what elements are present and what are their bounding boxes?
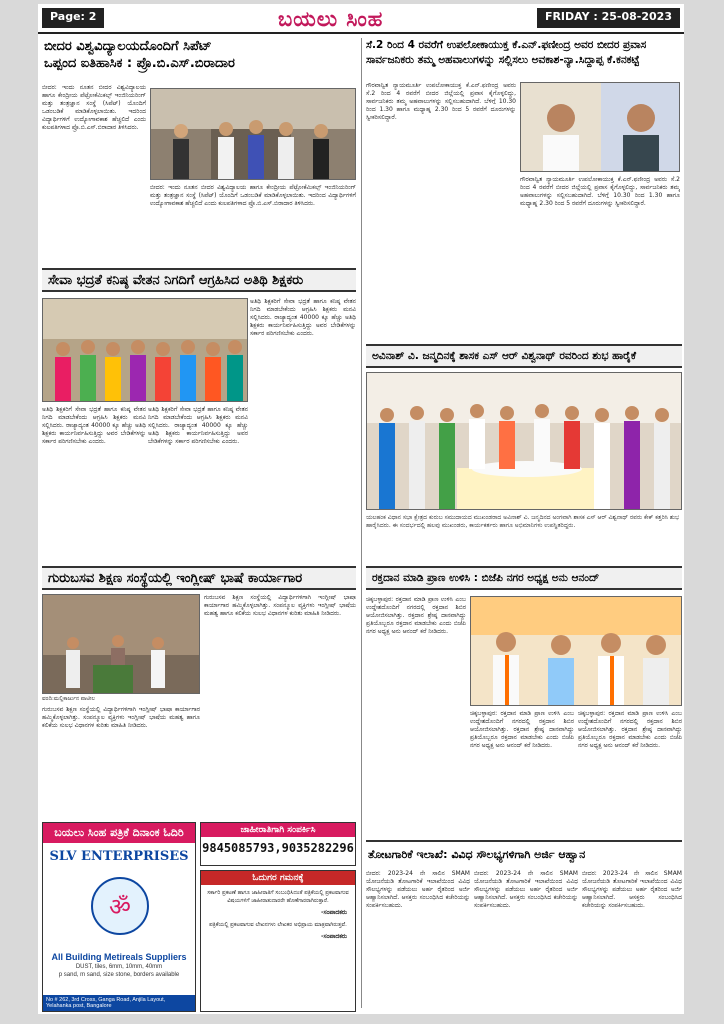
article-3-photo [42, 594, 200, 694]
article-2-body-mid-text: ಅತಿಥಿ ಶಿಕ್ಷಕರಿಗೆ ಸೇವಾ ಭದ್ರತೆ ಹಾಗೂ ಕನಿಷ್ಠ ವೇತನ ನಿಗದಿ ಮಾಡಬೇಕೆಂದು ಆಗ್ರಹಿಸಿ ಶಿಕ್ಷಕರು ಮನವಿ ಸಲ್ಲಿಸಿದರು. ರಾಜ್ಯಾದ್ಯಂತ 40000 ಕ್ಕೂ ಹೆಚ್ಚು ಅತಿಥಿ ಶಿಕ್ಷಕರು ಕಾರ್ಯನಿರ್ವಹಿಸುತ್ತಿದ್ದು ಅವರ ಬೇಡಿಕೆಗಳನ್ನು ಸರ್ಕಾರ ಪರಿಗಣಿಸಬೇಕು ಎಂದರು. [148, 406, 248, 445]
readers-notice-box [200, 870, 356, 1012]
article-1-body [42, 84, 146, 264]
article-3-body-left-text: ಗುರುಬಸವ ಶಿಕ್ಷಣ ಸಂಸ್ಥೆಯಲ್ಲಿ ವಿದ್ಯಾರ್ಥಿಗಳಿಗಾಗಿ ಇಂಗ್ಲೀಷ್ ಭಾಷಾ ಕಾರ್ಯಾಗಾರ ಹಮ್ಮಿಕೊಳ್ಳಲಾಗಿತ್ತು. ಸಂಪನ್ಮೂಲ ವ್ಯಕ್ತಿಗಳು ಇಂಗ್ಲೀಷ್ ಭಾಷೆಯ ಮಹತ್ವ ಹಾಗೂ ಕಲಿಕೆಯ ಸುಲಭ ವಿಧಾನಗಳ ಕುರಿತು ಮಾಹಿತಿ ನೀಡಿದರು. [42, 706, 200, 729]
svg-text:ॐ: ॐ [109, 893, 131, 921]
readers-notice-header: ಓದುಗರ ಗಮನಕ್ಕೆ [201, 871, 355, 885]
article-6-body-right-text: ಚಿಕ್ಕಬಳ್ಳಾಪುರ: ರಕ್ತದಾನ ಮಾಡಿ ಪ್ರಾಣ ಉಳಿಸಿ ಎಂಬ ಉದ್ದೇಶದೊಂದಿಗೆ ನಗರದಲ್ಲಿ ರಕ್ತದಾನ ಶಿಬಿರ ಆಯೋಜಿಸಲಾಗಿತ್ತು. ರಕ್ತದಾನ ಶ್ರೇಷ್ಠ ದಾನವಾಗಿದ್ದು ಪ್ರತಿಯೊಬ್ಬರೂ ರಕ್ತದಾನ ಮಾಡಬೇಕು ಎಂದು ಬಿಜೆಪಿ ನಗರ ಅಧ್ಯಕ್ಷ ಅನು ಆನಂದ್ ಕರೆ ನೀಡಿದರು. [578, 710, 682, 749]
readers-notice-sign-2: -ಸಂಪಾದಕರು [321, 933, 347, 940]
advert-contact-header: ಜಾಹೀರಾತಿಗಾಗಿ ಸಂಪರ್ಕಿಸಿ [201, 823, 355, 837]
advert-contact-phones: 9845085793,9035282296 [202, 841, 354, 855]
article-4-portraits [520, 82, 680, 172]
newspaper-title: ಬಯಲು ಸಿಂಹ [278, 6, 384, 31]
article-3-body-left [42, 706, 200, 814]
advert-contact-box [200, 822, 356, 866]
article-6-body-mid-text: ಚಿಕ್ಕಬಳ್ಳಾಪುರ: ರಕ್ತದಾನ ಮಾಡಿ ಪ್ರಾಣ ಉಳಿಸಿ ಎಂಬ ಉದ್ದೇಶದೊಂದಿಗೆ ನಗರದಲ್ಲಿ ರಕ್ತದಾನ ಶಿಬಿರ ಆಯೋಜಿಸಲಾಗಿತ್ತು. ರಕ್ತದಾನ ಶ್ರೇಷ್ಠ ದಾನವಾಗಿದ್ದು ಪ್ರತಿಯೊಬ್ಬರೂ ರಕ್ತದಾನ ಮಾಡಬೇಕು ಎಂದು ಬಿಜೆಪಿ ನಗರ ಅಧ್ಯಕ್ಷ ಅನು ಆನಂದ್ ಕರೆ ನೀಡಿದರು. [470, 710, 574, 749]
enterprise-ad-footer: No # 262, 3rd Cross, Ganga Road, Anjila Layout, Yelahanka post, Bangalore [43, 995, 195, 1011]
article-6-body-right [578, 710, 682, 834]
article-4-body-right [520, 176, 680, 338]
article-6-body-left [366, 596, 466, 834]
enterprise-ad-title: SLV ENTERPRISES [49, 849, 189, 864]
article-1-headline-line1: ಬೀದರ ವಿಶ್ವವಿದ್ಯಾಲಯದೊಂದಿಗೆ ಸಿಪೆಟ್ [44, 39, 212, 54]
article-7-body-left [366, 870, 470, 1010]
article-3-body-right-text: ಗುರುಬಸವ ಶಿಕ್ಷಣ ಸಂಸ್ಥೆಯಲ್ಲಿ ವಿದ್ಯಾರ್ಥಿಗಳಿಗಾಗಿ ಇಂಗ್ಲೀಷ್ ಭಾಷಾ ಕಾರ್ಯಾಗಾರ ಹಮ್ಮಿಕೊಳ್ಳಲಾಗಿತ್ತು. ಸಂಪನ್ಮೂಲ ವ್ಯಕ್ತಿಗಳು ಇಂಗ್ಲೀಷ್ ಭಾಷೆಯ ಮಹತ್ವ ಹಾಗೂ ಕಲಿಕೆಯ ಸುಲಭ ವಿಧಾನಗಳ ಕುರಿತು ಮಾಹಿತಿ ನೀಡಿದರು. [204, 594, 356, 617]
article-5-caption: ಯಲಹಂಕ ವಿಧಾನ ಸಭಾ ಕ್ಷೇತ್ರದ ಕುರುಬ ಸಮುದಾಯದ ಮುಖಂಡರಾದ ಅವಿನಾಶ್ ವಿ. ಜನ್ಮದಿನದ ಅಂಗವಾಗಿ ಶಾಸಕ ಎಸ್ ಆರ್ ವಿಶ್ವನಾಥ್ ರವರು ಕೇಕ್ ಕತ್ತರಿಸಿ ಶುಭ ಹಾರೈಸಿದರು. ಈ ಸಂದರ್ಭದಲ್ಲಿ ಹಲವು ಮುಖಂಡರು, ಕಾರ್ಯಕರ್ತರು ಹಾಗೂ ಅಭಿಮಾನಿಗಳು ಉಪಸ್ಥಿತರಿದ್ದರು. [366, 514, 680, 529]
article-4-body-left [366, 82, 516, 338]
page-label: Page: 2 [42, 8, 104, 28]
article-5-photo [366, 372, 682, 510]
article-3-body-right [204, 594, 356, 814]
article-2-photo [42, 298, 248, 402]
article-2-body-left [42, 406, 146, 558]
article-1-photo [150, 88, 356, 180]
article-4-body-right-text: ಗೌರವಾನ್ವಿತ ನ್ಯಾಯಮೂರ್ತಿ ಉಪಲೋಕಾಯುಕ್ತ ಕೆ.ಎನ್.ಫಣೀಂದ್ರ ಅವರು ಸೆ.2 ರಿಂದ 4 ರವರೆಗೆ ಬೀದರ ಜಿಲ್ಲೆಯಲ್ಲಿ ಪ್ರವಾಸ ಕೈಗೊಳ್ಳಲಿದ್ದು, ಸಾರ್ವಜನಿಕರು ತಮ್ಮ ಅಹವಾಲುಗಳನ್ನು ಸಲ್ಲಿಸಬಹುದಾಗಿದೆ. ಬೆಳಿಗ್ಗೆ 10.30 ರಿಂದ 1.30 ಹಾಗೂ ಮಧ್ಯಾಹ್ನ 2.30 ರಿಂದ 5 ರವರೆಗೆ ದೂರುಗಳನ್ನು ಸ್ವೀಕರಿಸಲಿದ್ದಾರೆ. [520, 176, 680, 207]
article-6-body-mid [470, 710, 574, 834]
column-divider [361, 38, 362, 1008]
om-emblem-icon [65, 871, 175, 941]
article-7-rule [366, 840, 682, 842]
article-2-body-right-text: ಅತಿಥಿ ಶಿಕ್ಷಕರಿಗೆ ಸೇವಾ ಭದ್ರತೆ ಹಾಗೂ ಕನಿಷ್ಠ ವೇತನ ನಿಗದಿ ಮಾಡಬೇಕೆಂದು ಆಗ್ರಹಿಸಿ ಶಿಕ್ಷಕರು ಮನವಿ ಸಲ್ಲಿಸಿದರು. ರಾಜ್ಯಾದ್ಯಂತ 40000 ಕ್ಕೂ ಹೆಚ್ಚು ಅತಿಥಿ ಶಿಕ್ಷಕರು ಕಾರ್ಯನಿರ್ವಹಿಸುತ್ತಿದ್ದು ಅವರ ಬೇಡಿಕೆಗಳನ್ನು ಸರ್ಕಾರ ಪರಿಗಣಿಸಬೇಕು ಎಂದರು. [250, 298, 356, 337]
readers-notice-text-2: ಪತ್ರಿಕೆಯಲ್ಲಿ ಪ್ರಕಟವಾಗುವ ಲೇಖನಗಳು ಲೇಖಕರ ಅಭಿಪ್ರಾಯ ಮಾತ್ರವಾಗಿರುತ್ತವೆ. [209, 922, 347, 928]
article-3-headline: ಗುರುಬಸವ ಶಿಕ್ಷಣ ಸಂಸ್ಥೆಯಲ್ಲಿ ಇಂಗ್ಲೀಷ್ ಭಾಷೆ ಕಾರ್ಯಾಗಾರ [42, 566, 356, 590]
article-7-body-mid-text: ಬೀದರ: 2023-24 ನೇ ಸಾಲಿನ SMAM ಯೋಜನೆಯಡಿ ತೋಟಗಾರಿಕೆ ಇಲಾಖೆಯಿಂದ ವಿವಿಧ ಸೌಲಭ್ಯಗಳನ್ನು ಪಡೆಯಲು ಅರ್ಹ ರೈತರಿಂದ ಅರ್ಜಿ ಆಹ್ವಾನಿಸಲಾಗಿದೆ. ಆಸಕ್ತರು ಸಂಬಂಧಿಸಿದ ಕಚೇರಿಯನ್ನು ಸಂಪರ್ಕಿಸಬಹುದು. [474, 870, 578, 909]
enterprise-ad [42, 822, 196, 1012]
article-7-body-mid [474, 870, 578, 1010]
issue-date: FRIDAY : 25-08-2023 [537, 8, 680, 28]
article-4-headline-line2: ಸಾರ್ವಜನಿಕರು ತಮ್ಮ ಅಹವಾಲುಗಳನ್ನು ಸಲ್ಲಿಸಲು ಅವಕಾಶ-ನ್ಯಾ.ಸಿದ್ದಾಪ್ಪ ಕೆ.ಕನಕಟ್ಟೆ [366, 54, 640, 66]
article-1-headline-line2: ಒಪ್ಪಂದ ಐತಿಹಾಸಿಕ : ಪ್ರೊ.ಬಿ.ಎಸ್.ಬಿರಾದಾರ [44, 56, 235, 71]
article-7-body-right [582, 870, 682, 1010]
article-7-body-right-text: ಬೀದರ: 2023-24 ನೇ ಸಾಲಿನ SMAM ಯೋಜನೆಯಡಿ ತೋಟಗಾರಿಕೆ ಇಲಾಖೆಯಿಂದ ವಿವಿಧ ಸೌಲಭ್ಯಗಳನ್ನು ಪಡೆಯಲು ಅರ್ಹ ರೈತರಿಂದ ಅರ್ಜಿ ಆಹ್ವಾನಿಸಲಾಗಿದೆ. ಆಸಕ್ತರು ಸಂಬಂಧಿಸಿದ ಕಚೇರಿಯನ್ನು ಸಂಪರ್ಕಿಸಬಹುದು. [582, 870, 682, 909]
article-6-photo [470, 596, 682, 706]
article-1-headline [44, 38, 356, 78]
article-2-body-mid [148, 406, 248, 558]
article-1-continued-text: ಬೀದರ: ಇಂದು ನೂತನ ಬೀದರ ವಿಶ್ವವಿದ್ಯಾಲಯ ಹಾಗೂ ಕೇಂದ್ರೀಯ ಪೆಟ್ರೋಕೆಮಿಕಲ್ಸ್ ಇಂಜಿನಿಯರಿಂಗ್ ಮತ್ತು ತಂತ್ರಜ್ಞಾನ ಸಂಸ್ಥೆ (ಸಿಪೆಟ್) ಯೊಂದಿಗೆ ಒಡಂಬಡಿಕೆ ಮಾಡಿಕೊಳ್ಳಲಾಯಿತು. ಇದರಿಂದ ವಿದ್ಯಾರ್ಥಿಗಳಿಗೆ ಉದ್ಯೋಗಾವಕಾಶ ಹೆಚ್ಚಲಿದೆ ಎಂದು ಕುಲಪತಿಗಳಾದ ಪ್ರೊ.ಬಿ.ಎಸ್.ಬಿರಾದಾರ ತಿಳಿಸಿದರು. [150, 184, 356, 207]
enterprise-ad-details: DUST, tiles, 6mm, 10mm, 40mm [75, 964, 163, 970]
article-6-body-left-text: ಚಿಕ್ಕಬಳ್ಳಾಪುರ: ರಕ್ತದಾನ ಮಾಡಿ ಪ್ರಾಣ ಉಳಿಸಿ ಎಂಬ ಉದ್ದೇಶದೊಂದಿಗೆ ನಗರದಲ್ಲಿ ರಕ್ತದಾನ ಶಿಬಿರ ಆಯೋಜಿಸಲಾಗಿತ್ತು. ರಕ್ತದಾನ ಶ್ರೇಷ್ಠ ದಾನವಾಗಿದ್ದು ಪ್ರತಿಯೊಬ್ಬರೂ ರಕ್ತದಾನ ಮಾಡಬೇಕು ಎಂದು ಬಿಜೆಪಿ ನಗರ ಅಧ್ಯಕ್ಷ ಅನು ಆನಂದ್ ಕರೆ ನೀಡಿದರು. [366, 596, 466, 635]
article-4-body-left-text: ಗೌರವಾನ್ವಿತ ನ್ಯಾಯಮೂರ್ತಿ ಉಪಲೋಕಾಯುಕ್ತ ಕೆ.ಎನ್.ಫಣೀಂದ್ರ ಅವರು ಸೆ.2 ರಿಂದ 4 ರವರೆಗೆ ಬೀದರ ಜಿಲ್ಲೆಯಲ್ಲಿ ಪ್ರವಾಸ ಕೈಗೊಳ್ಳಲಿದ್ದು, ಸಾರ್ವಜನಿಕರು ತಮ್ಮ ಅಹವಾಲುಗಳನ್ನು ಸಲ್ಲಿಸಬಹುದಾಗಿದೆ. ಬೆಳಿಗ್ಗೆ 10.30 ರಿಂದ 1.30 ಹಾಗೂ ಮಧ್ಯಾಹ್ನ 2.30 ರಿಂದ 5 ರವರೆಗೆ ದೂರುಗಳನ್ನು ಸ್ವೀಕರಿಸಲಿದ್ದಾರೆ. [366, 82, 516, 121]
article-7-headline: ತೋಟಗಾರಿಕೆ ಇಲಾಖೆ: ವಿವಿಧ ಸೌಲಭ್ಯಗಳಿಗಾಗಿ ಅರ್ಜಿ ಆಹ್ವಾನ [368, 848, 586, 861]
enterprise-ad-details-2: p sand, m sand, size stone, borders available [58, 972, 180, 978]
article-7-body-left-text: ಬೀದರ: 2023-24 ನೇ ಸಾಲಿನ SMAM ಯೋಜನೆಯಡಿ ತೋಟಗಾರಿಕೆ ಇಲಾಖೆಯಿಂದ ವಿವಿಧ ಸೌಲಭ್ಯಗಳನ್ನು ಪಡೆಯಲು ಅರ್ಹ ರೈತರಿಂದ ಅರ್ಜಿ ಆಹ್ವಾನಿಸಲಾಗಿದೆ. ಆಸಕ್ತರು ಸಂಬಂಧಿಸಿದ ಕಚೇರಿಯನ್ನು ಸಂಪರ್ಕಿಸಬಹುದು. [366, 870, 470, 909]
newspaper-page [38, 4, 684, 1014]
enterprise-ad-subtitle: All Building Metireals Suppliers [51, 952, 187, 962]
readers-notice-sign: -ಸಂಪಾದಕರು [321, 909, 347, 916]
enterprise-ad-header: ಬಯಲು ಸಿಂಹ ಪತ್ರಿಕೆ ದಿನಾಂಕ ಓದಿರಿ [43, 823, 195, 843]
article-4-headline-line1: ಸೆ.2 ರಿಂದ 4 ರವರೆಗೆ ಉಪಲೋಕಾಯುಕ್ತ ಕೆ.ಎನ್.ಫಣೀಂದ್ರ ಅವರ ಬೀದರ ಪ್ರವಾಸ [366, 39, 647, 51]
article-2-headline: ಸೇವಾ ಭದ್ರತೆ ಕನಿಷ್ಠ ವೇತನ ನಿಗದಿಗೆ ಆಗ್ರಹಿಸಿದ ಅತಿಥಿ ಶಿಕ್ಷಕರು [42, 268, 356, 292]
article-3-caption: ವರದಿ:ಮಲ್ಲಿಕಾರ್ಜುನ ಪಾಟೀಲ [42, 696, 95, 702]
article-5-headline: ಅವಿನಾಶ್ ವಿ. ಜನ್ಮದಿನಕ್ಕೆ ಶಾಸಕ ಎಸ್ ಆರ್ ವಿಶ್ವನಾಥ್ ರವರಿಂದ ಶುಭ ಹಾರೈಕೆ [366, 344, 682, 368]
article-4-headline [366, 38, 682, 78]
masthead [38, 4, 684, 34]
article-2-body-right [250, 298, 356, 558]
article-2-body-left-text: ಅತಿಥಿ ಶಿಕ್ಷಕರಿಗೆ ಸೇವಾ ಭದ್ರತೆ ಹಾಗೂ ಕನಿಷ್ಠ ವೇತನ ನಿಗದಿ ಮಾಡಬೇಕೆಂದು ಆಗ್ರಹಿಸಿ ಶಿಕ್ಷಕರು ಮನವಿ ಸಲ್ಲಿಸಿದರು. ರಾಜ್ಯಾದ್ಯಂತ 40000 ಕ್ಕೂ ಹೆಚ್ಚು ಅತಿಥಿ ಶಿಕ್ಷಕರು ಕಾರ್ಯನಿರ್ವಹಿಸುತ್ತಿದ್ದು ಅವರ ಬೇಡಿಕೆಗಳನ್ನು ಸರ್ಕಾರ ಪರಿಗಣಿಸಬೇಕು ಎಂದರು. [42, 406, 146, 445]
readers-notice-text: ಸರ್ಕಾರಿ ಪ್ರಕಟಣೆ ಹಾಗೂ ಜಾಹೀರಾತಿಗೆ ಸಂಬಂಧಿಸಿದಂತೆ ಪತ್ರಿಕೆಯಲ್ಲಿ ಪ್ರಕಟವಾಗುವ ವಿಷಯಗಳಿಗೆ ಜಾಹೀರಾತುದಾರರೇ ಹೊಣೆಗಾರರಾಗಿರುತ್ತಾರೆ. [207, 890, 349, 904]
article-6-headline: ರಕ್ತದಾನ ಮಾಡಿ ಪ್ರಾಣ ಉಳಿಸಿ : ಬಿಜೆಪಿ ನಗರ ಅಧ್ಯಕ್ಷ ಅನು ಆನಂದ್ [366, 566, 682, 590]
article-1-continued [150, 184, 356, 264]
article-1-body-text: ಬೀದರ: ಇಂದು ನೂತನ ಬೀದರ ವಿಶ್ವವಿದ್ಯಾಲಯ ಹಾಗೂ ಕೇಂದ್ರೀಯ ಪೆಟ್ರೋಕೆಮಿಕಲ್ಸ್ ಇಂಜಿನಿಯರಿಂಗ್ ಮತ್ತು ತಂತ್ರಜ್ಞಾನ ಸಂಸ್ಥೆ (ಸಿಪೆಟ್) ಯೊಂದಿಗೆ ಒಡಂಬಡಿಕೆ ಮಾಡಿಕೊಳ್ಳಲಾಯಿತು. ಇದರಿಂದ ವಿದ್ಯಾರ್ಥಿಗಳಿಗೆ ಉದ್ಯೋಗಾವಕಾಶ ಹೆಚ್ಚಲಿದೆ ಎಂದು ಕುಲಪತಿಗಳಾದ ಪ್ರೊ.ಬಿ.ಎಸ್.ಬಿರಾದಾರ ತಿಳಿಸಿದರು. [42, 84, 146, 131]
